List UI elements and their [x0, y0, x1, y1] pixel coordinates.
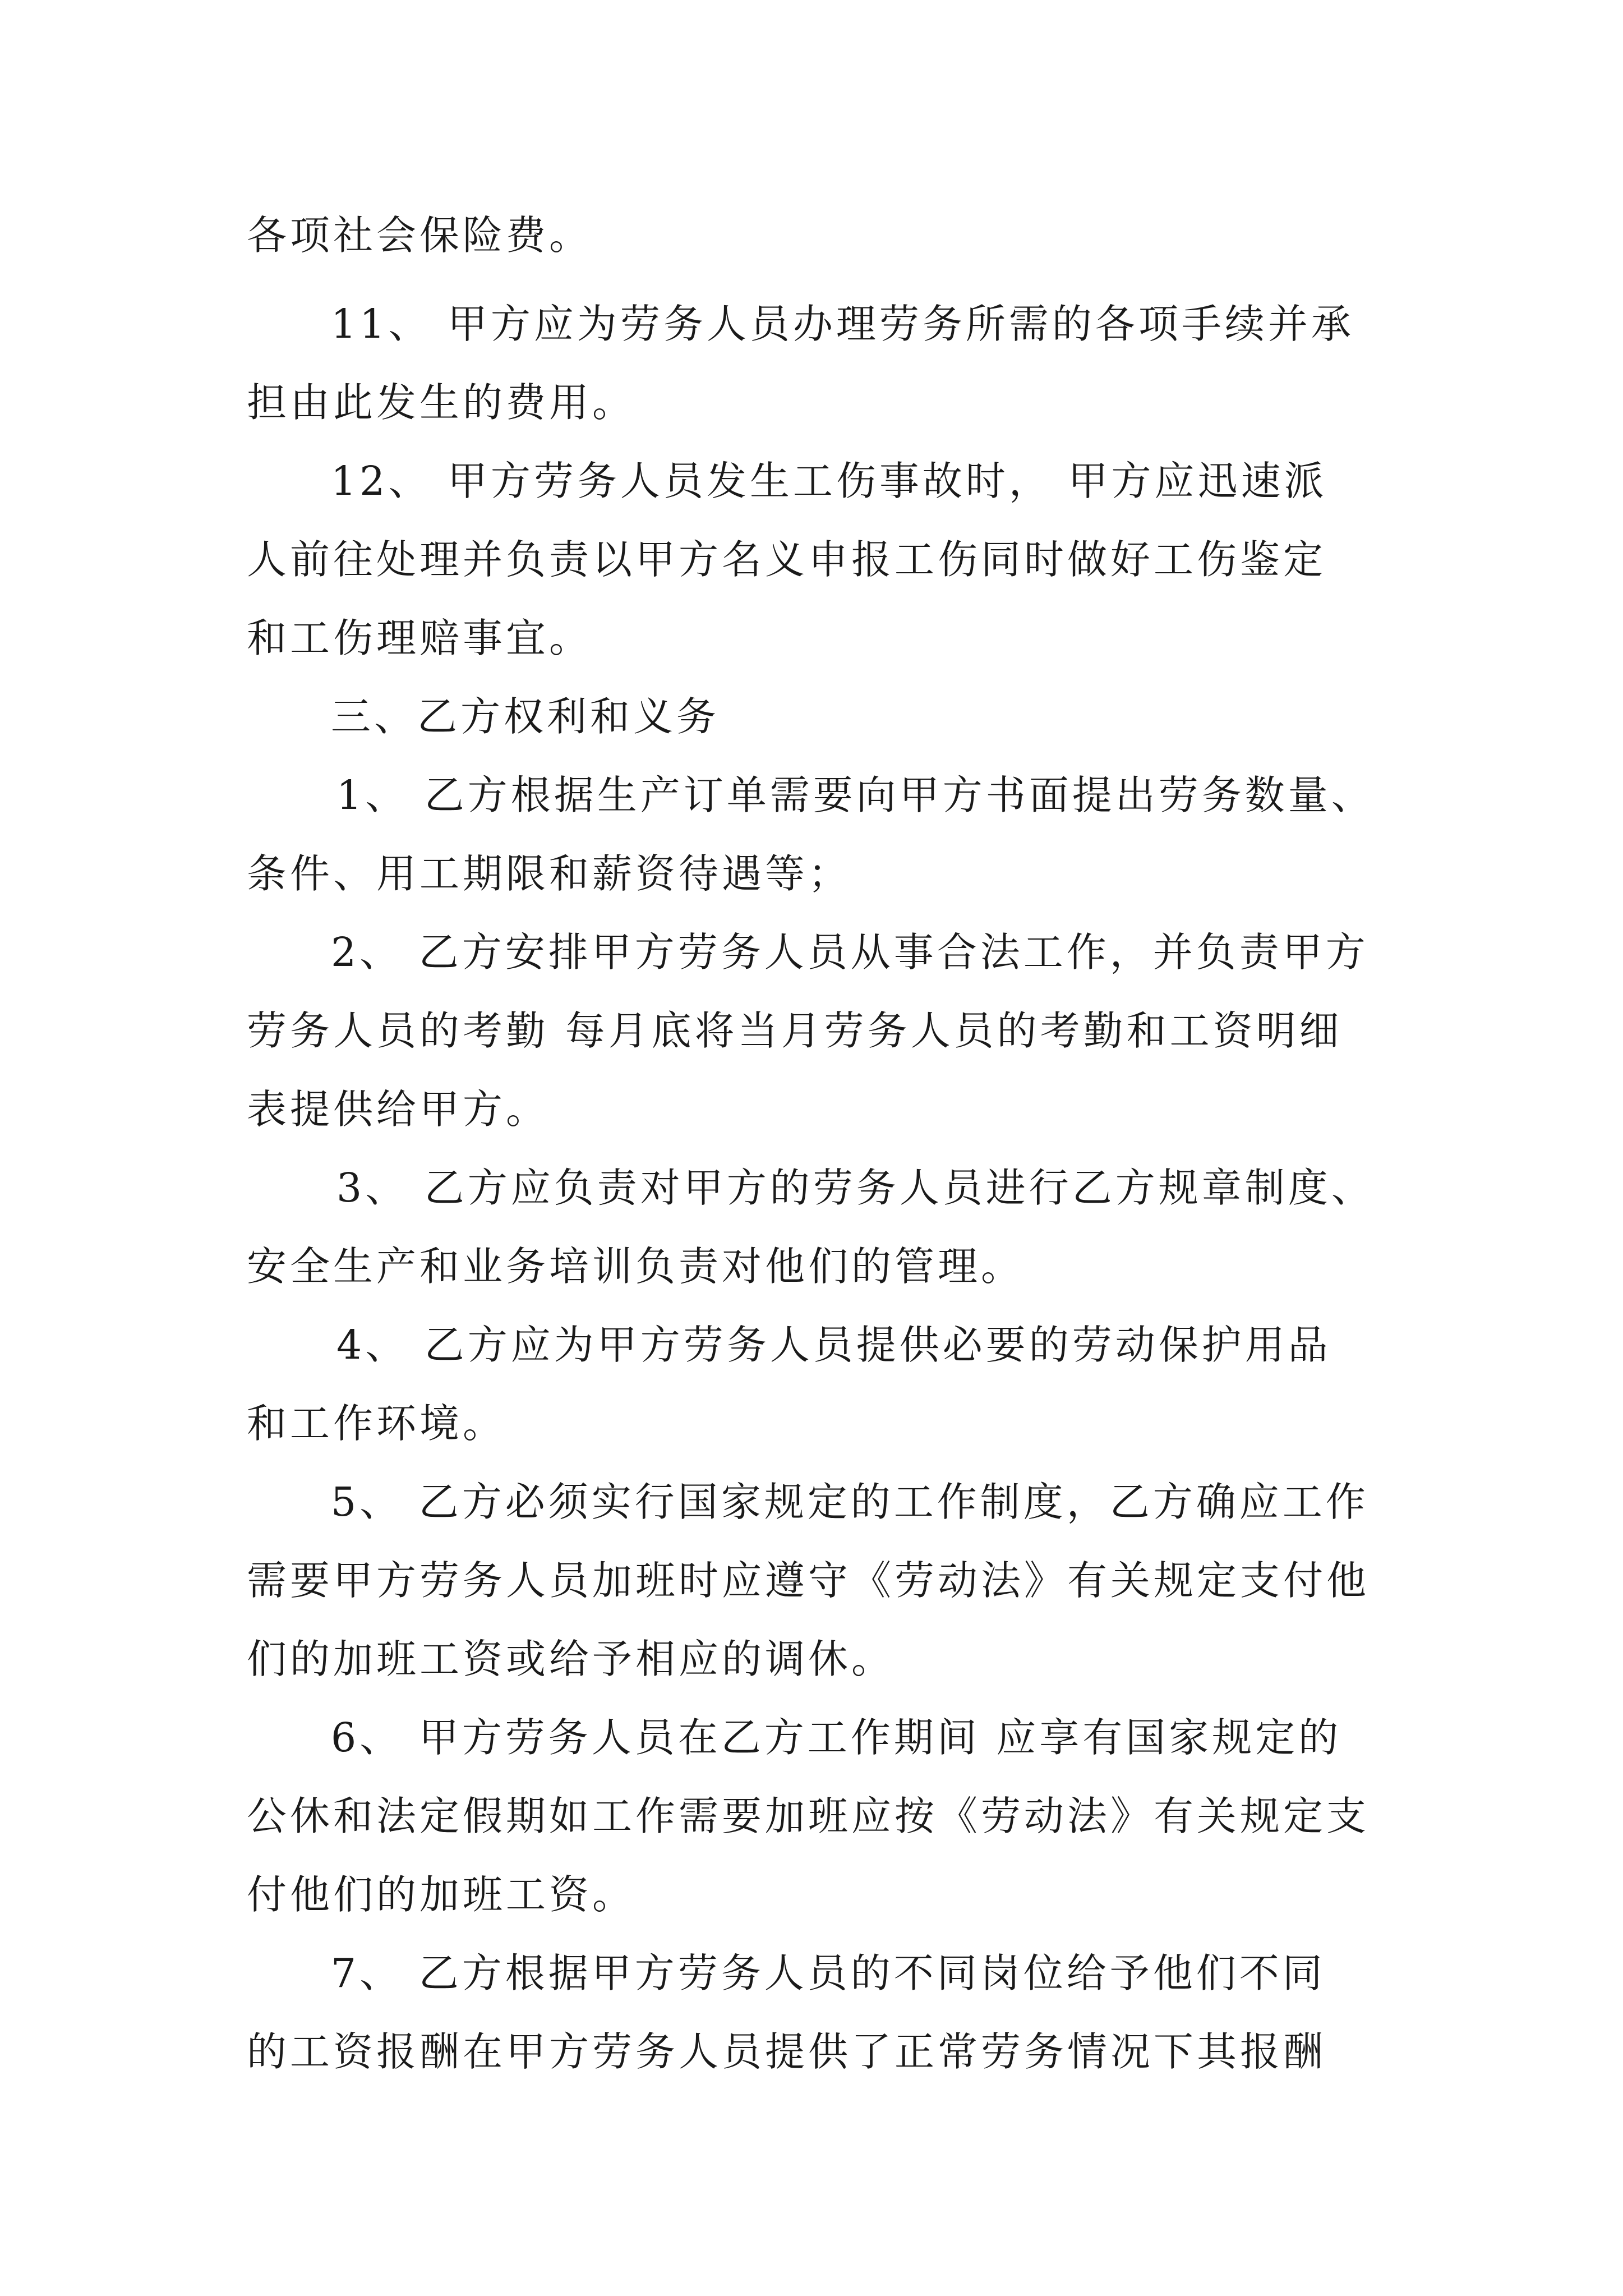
text-line: 和工伤理赔事宜。 — [247, 615, 593, 661]
text-line: 4、 乙方应为甲方劳务人员提供必要的劳动保护用品 — [336, 1322, 1331, 1368]
text-line: 担由此发生的费用。 — [247, 379, 636, 426]
text-line: 7、 乙方根据甲方劳务人员的不同岗位给予他们不同 — [331, 1950, 1326, 1996]
text-line: 2、 乙方安排甲方劳务人员从事合法工作，并负责甲方 — [331, 929, 1369, 976]
text-line: 和工作环境。 — [247, 1400, 506, 1447]
text-line: 劳务人员的考勤 每月底将当月劳务人员的考勤和工资明细 — [247, 1007, 1343, 1054]
text-line: 表提供给甲方。 — [247, 1086, 550, 1133]
text-line: 1、 乙方根据生产订单需要向甲方书面提出劳务数量、 — [336, 772, 1375, 818]
text-line: 条件、用工期限和薪资待遇等； — [247, 850, 852, 897]
text-line: 人前往处理并负责以甲方名义申报工伤同时做好工伤鉴定 — [247, 536, 1327, 583]
text-line: 们的加班工资或给予相应的调休。 — [247, 1636, 895, 1682]
text-line: 12、 甲方劳务人员发生工伤事故时， 甲方应迅速派 — [331, 458, 1327, 504]
text-line: 3、 乙方应负责对甲方的劳务人员进行乙方规章制度、 — [336, 1165, 1375, 1211]
text-line: 安全生产和业务培训负责对他们的管理。 — [247, 1243, 1025, 1290]
text-line: 6、 甲方劳务人员在乙方工作期间 应享有国家规定的 — [331, 1714, 1342, 1761]
text-line: 付他们的加班工资。 — [247, 1871, 636, 1918]
text-line: 5、 乙方必须实行国家规定的工作制度，乙方确应工作 — [331, 1479, 1369, 1525]
text-line: 11、 甲方应为劳务人员办理劳务所需的各项手续并承 — [331, 301, 1354, 347]
text-line: 的工资报酬在甲方劳务人员提供了正常劳务情况下其报酬 — [247, 2028, 1327, 2075]
text-line: 公休和法定假期如工作需要加班应按《劳动法》有关规定支 — [247, 1793, 1370, 1839]
text-line: 各项社会保险费。 — [247, 212, 593, 259]
text-line: 需要甲方劳务人员加班时应遵守《劳动法》有关规定支付他 — [247, 1557, 1370, 1604]
section-heading: 三、乙方权利和义务 — [331, 693, 720, 740]
